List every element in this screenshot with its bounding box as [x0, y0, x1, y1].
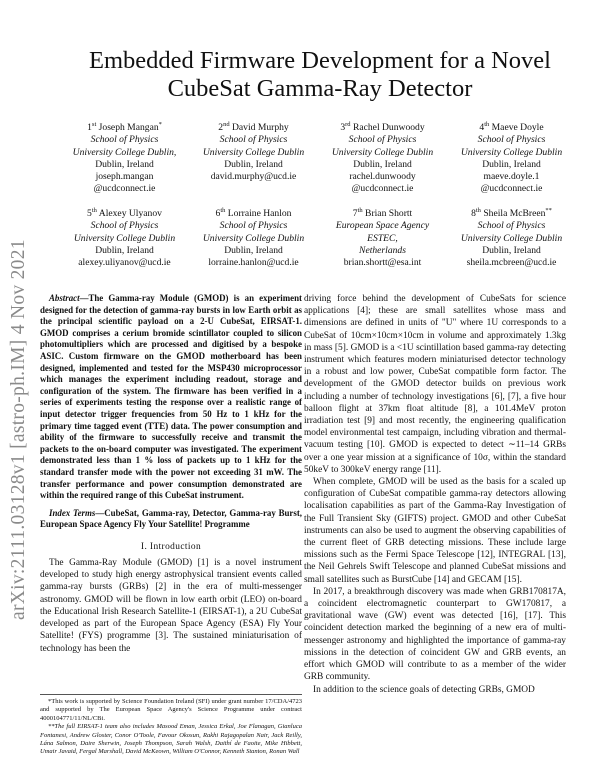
- author-name: 1st Joseph Mangan*: [87, 121, 162, 134]
- left-column: [40, 293, 302, 655]
- author-card: [57, 119, 192, 195]
- author-name: 8th Sheila McBreen**: [471, 207, 552, 220]
- author-card: [57, 205, 192, 269]
- author-email: lorraine.hanlon@ucd.ie: [208, 257, 299, 268]
- author-dept: European Space Agency: [335, 220, 430, 232]
- body-paragraph: In addition to the science goals of detecting GRBs, GMOD: [313, 684, 535, 695]
- author-org: University College Dublin: [202, 232, 305, 244]
- author-org: University College Dublin: [331, 146, 434, 158]
- author-place: Dublin, Ireland: [95, 158, 154, 170]
- abstract-label: Abstract: [49, 293, 80, 303]
- index-terms: [40, 508, 302, 531]
- index-terms-text: —CubeSat, Gamma-ray, Detector, Gamma-ray Burst, European Space Agency Fly Your Satellite! Programme: [40, 507, 302, 530]
- author-dept: School of Physics: [219, 134, 288, 146]
- author-place: Dublin, Ireland: [224, 158, 283, 170]
- author-email: alexey.uliyanov@ucd.ie: [78, 257, 171, 268]
- abstract-text: —The Gamma-ray Module (GMOD) is an experiment designed for the detection of gamma-ray bursts in low Earth orbit as the principal scientific payload on a 2-U CubeSat, EIRSAT-1. GMOD comprises a cerium bromide scintillator coupled to silicon photomultipliers which are processed and digitised by a bespoke ASIC. Custom firmware on the GMOD motherboard has been designed, implemented and tested for the MSP430 microprocessor which manages the experiment including readout, storage and configuration of the system. The firmware has been verified in a series of experiments testing the response over a realistic range of input detector trigger frequencies from 50 Hz to 1 kHz for the primary time tagged event (TTE) data. The power consumption and ability of the firmware to successfully receive and transmit the packets to the on-board computer was investigated. The experiment demonstrated less than 1 % loss of packets up to 1 kHz for the standard transfer mode with the power not exceeding 31 mW. The transfer performance and power consumption demonstrated are within the required range of this CubeSat instrument.: [40, 293, 302, 501]
- title-line-1: Embedded Firmware Development for a Novel: [89, 47, 551, 74]
- author-dept: School of Physics: [348, 134, 417, 146]
- author-email: maeve.doyle.1: [483, 171, 540, 182]
- abstract: [40, 293, 302, 502]
- author-email-domain: @ucdconnect.ie: [480, 183, 543, 195]
- author-email: sheila.mcbreen@ucd.ie: [466, 257, 557, 268]
- author-place: Dublin, Ireland: [482, 244, 541, 256]
- title-line-2: CubeSat Gamma-Ray Detector: [167, 75, 473, 102]
- author-org: University College Dublin: [460, 232, 563, 244]
- intro-paragraph: The Gamma-Ray Module (GMOD) [1] is a novel instrument developed to study high energy astrophysical transient events called gamma-ray bursts (GRBs) [2] in the era of multi-messenger astronomy. GMOD will be flown in low earth orbit (LEO) on-board the Educational Irish Research Satellite-1 (EIRSAT-1), a 2U CubeSat developed as part of the European Space Agency (ESA) Fly Your Satellite! (FYS) programme [3]. The sustained miniaturisation of technology has been the: [40, 558, 302, 654]
- author-place: Dublin, Ireland: [95, 244, 154, 256]
- author-dept: School of Physics: [90, 134, 159, 146]
- author-card: [444, 119, 579, 195]
- author-place: Netherlands: [359, 244, 406, 256]
- author-email-domain: @ucdconnect.ie: [93, 183, 156, 195]
- author-name: 4th Maeve Doyle: [479, 121, 544, 134]
- author-dept: School of Physics: [90, 220, 159, 232]
- author-email: joseph.mangan: [95, 171, 154, 182]
- body-paragraph: driving force behind the development of CubeSats for science applications [4]; these are small satellites whose mass and dimensions are defined in units of "U" where 1U corresponds to a CubeSat of 10cm×10cm×10cm in volume and approximately 1.3kg in mass [5]. GMOD is a <1U scintillation based gamma-ray detecting instrument which features modern miniaturised detector technology in a robust and low power, CubeSat compatible form factor. The development of the GMOD detector builds on previous work including a number of technology investigations [6], [7], a five hour balloon flight at 37km float altitude [8], a 101.4MeV proton irradiation test [9] and most recently, the engineering qualification model environmental test campaign, including vibration and thermal-vacuum testing [10]. GMOD is expected to detect ∼11–14 GRBs over a one year mission at a significance of 10σ, within the standard 50keV to 300keV energy range [11].: [304, 294, 566, 475]
- author-dept: School of Physics: [477, 134, 546, 146]
- author-org: ESTEC,: [367, 232, 398, 244]
- index-terms-label: Index Terms: [49, 507, 96, 518]
- footnotes: [40, 694, 302, 757]
- author-place: Dublin, Ireland: [482, 158, 541, 170]
- author-name: 7th Brian Shortt: [352, 207, 413, 220]
- author-email-domain: @ucdconnect.ie: [351, 183, 414, 195]
- arxiv-stamp: [2, 180, 36, 620]
- arxiv-stamp-text: arXiv:2111.03128v1 [astro-ph.IM] 4 Nov 2021: [8, 239, 29, 620]
- author-org: University College Dublin,: [72, 146, 177, 158]
- author-card: [315, 119, 450, 195]
- author-email: brian.shortt@esa.int: [343, 257, 422, 268]
- author-dept: School of Physics: [219, 220, 288, 232]
- author-org: University College Dublin: [460, 146, 563, 158]
- author-card: [186, 119, 321, 183]
- paper-title: [60, 47, 580, 103]
- author-card: [186, 205, 321, 269]
- author-name: 5th Alexey Ulyanov: [87, 207, 162, 220]
- author-place: Dublin, Ireland: [224, 244, 283, 256]
- author-name: 6th Lorraine Hanlon: [215, 207, 292, 220]
- footnote-funding: *This work is supported by Science Foundation Ireland (SFI) under grant number 17/CDA/4723 and supported by The European Space Agency's Science Programme under contract 4000104771/11/NL/CBi.: [40, 698, 302, 722]
- author-email: rachel.dunwoody: [349, 171, 416, 182]
- author-org: University College Dublin: [73, 232, 176, 244]
- author-email: david.murphy@ucd.ie: [210, 171, 297, 182]
- author-org: University College Dublin: [202, 146, 305, 158]
- author-card: [444, 205, 579, 269]
- footnote-team: **The full EIRSAT-1 team also includes Masood Eman, Jessica Erkal, Joe Flanagan, Gianluca Fontanesi, Andrew Gloster, Conor O'Toole, Favour Okosun, Rakhi Rajagopalan Nair, Jack Reilly, Lána Salmon, Daire Sherwin, Joseph Thompson, Sarah Walsh, Daithí de Faoite, Mike Hibbett, Umair Javaid, Fergal Marshall, David McKeown, William O'Connor, Kenneth Stanton, Ronan Wall: [40, 723, 302, 756]
- author-name: 2nd David Murphy: [218, 121, 289, 134]
- author-dept: School of Physics: [477, 220, 546, 232]
- section-heading: I. Introduction: [140, 541, 202, 552]
- body-paragraph: When complete, GMOD will be used as the basis for a scaled up configuration of CubeSat compatible gamma-ray detectors allowing localisation capabilities as part of the Gamma-Ray Investigation of the Full Transient Sky (GIFTS) project. GMOD and other CubeSat instruments can also be used to augment the observing capabilities of the current fleet of GRB detecting missions. These include large missions such as the Fermi Space Telescope [12], INTEGRAL [13], the Neil Gehrels Swift Telescope and planned CubeSat missions and small satellites such as BurstCube [14] and GECAM [15].: [304, 477, 566, 585]
- author-card: [315, 205, 450, 269]
- author-name: 3rd Rachel Dunwoody: [340, 121, 425, 134]
- author-place: Dublin, Ireland: [353, 158, 412, 170]
- body-paragraph: In 2017, a breakthrough discovery was made when GRB170817A, a coincident electromagnetic counterpart to GW170817, a gravitational wave (GW) event was detected [16], [17]. This coincident detection marked the beginning of a new era of multi-messenger astronomy and highlighted the importance of gamma-ray missions in the detection of coincident GW and GRB events, an effort which GMOD will contribute to as a member of the wider GRB community.: [304, 586, 566, 683]
- right-column: [304, 293, 566, 696]
